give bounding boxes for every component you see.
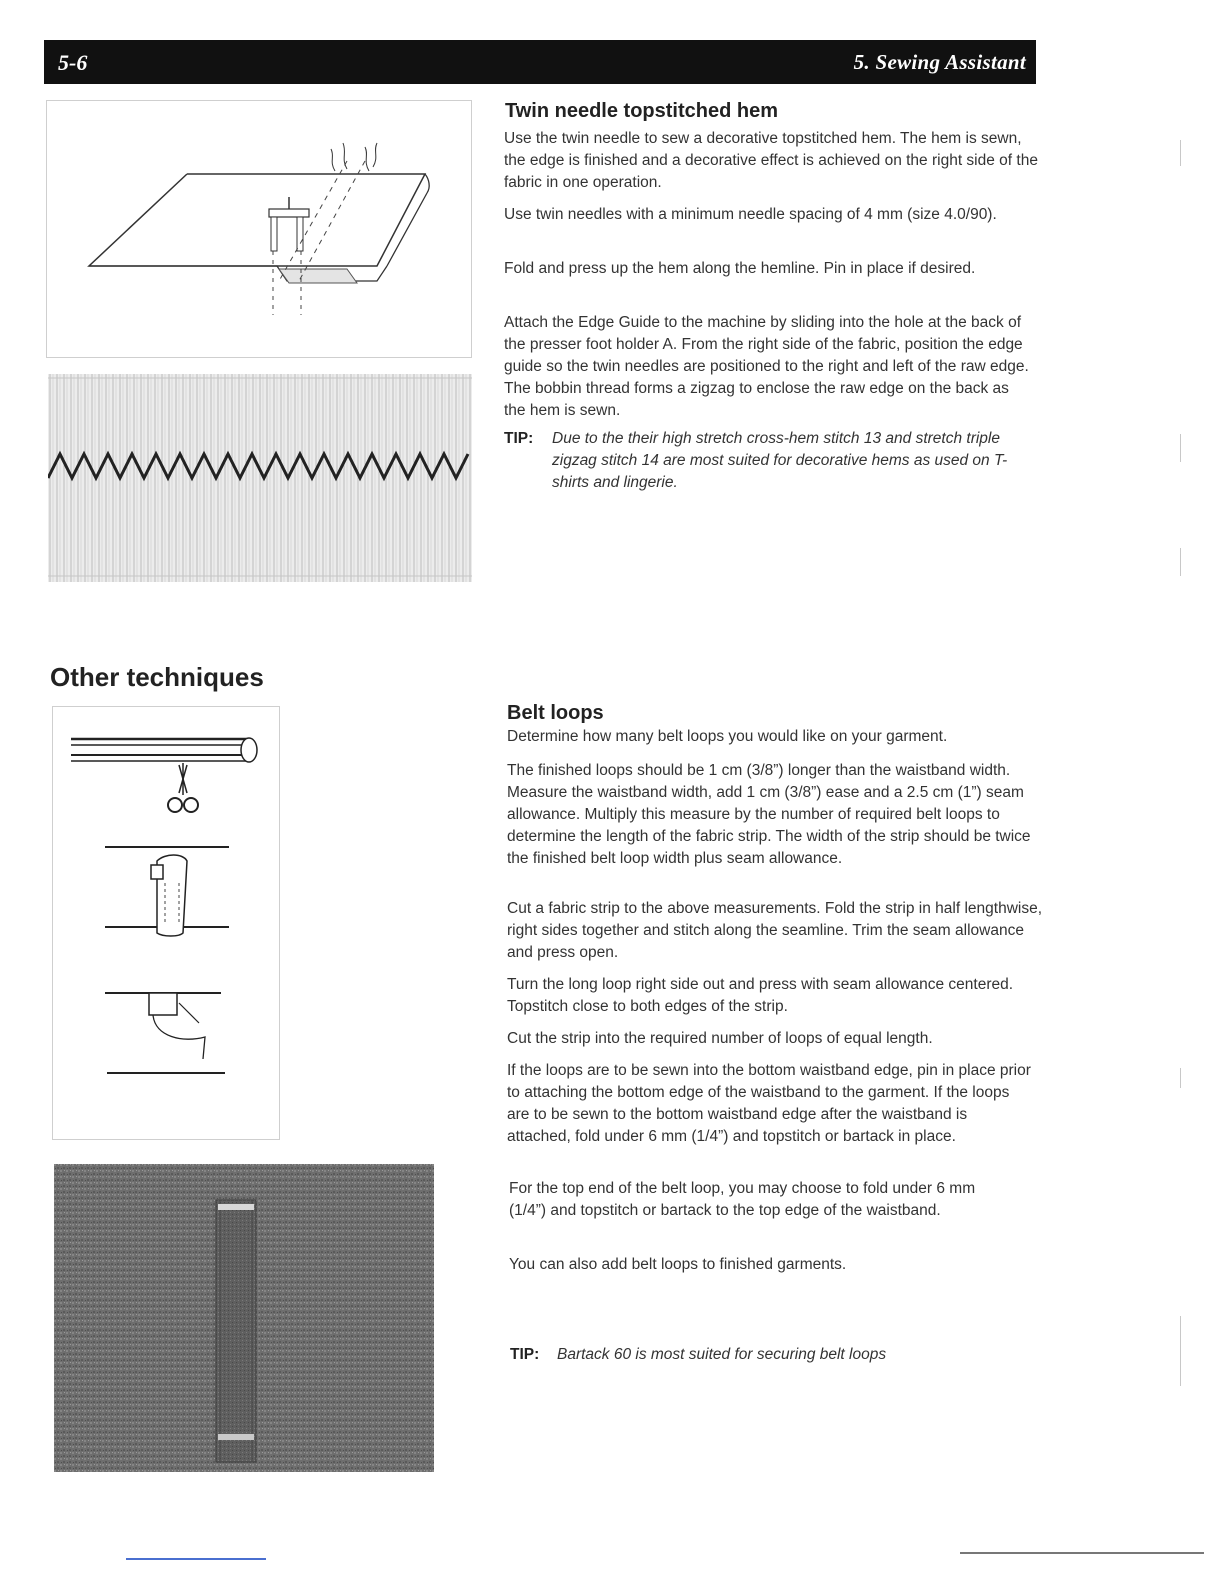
belt-loops-paragraph-2: The finished loops should be 1 cm (3/8”) longer than the waistband width. Measure the waistband width, add 1 cm (3/8”) ease and a 2.5 cm (1”) seam allowance. Multiply this measure by the number of required belt loops to determine the length of the fabric strip. The width of the strip should be twice the finished belt loop width plus seam allowance. (507, 762, 1031, 867)
belt-loops-paragraph-6: If the loops are to be sewn into the bottom waistband edge, pin in place prior to attaching the bottom edge of the waistband to the garment. If the loops are to be sewn to the bottom waistband edge after the waistband is attached, fold under 6 mm (1/4”) and topstitch or bartack in place. (507, 1062, 1031, 1145)
footer-accent-line (126, 1558, 266, 1560)
belt-loops-tip-label: TIP: (510, 1346, 540, 1363)
twin-needle-tip-text: Due to the their high stretch cross-hem stitch 13 and stretch triple zigzag stitch 14 are most suited for decorative hems as used on T-shirts and lingerie. (552, 430, 1008, 491)
zigzag-stitch-photo (48, 374, 472, 582)
twin-needle-paragraph-2: Use twin needles with a minimum needle spacing of 4 mm (size 4.0/90). (504, 206, 997, 223)
belt-loops-paragraph-1: Determine how many belt loops you would like on your garment. (507, 728, 948, 745)
margin-mark (1180, 1068, 1181, 1088)
footer-rule (960, 1552, 1204, 1554)
chapter-title: 5. Sewing Assistant (853, 50, 1026, 74)
belt-loops-heading: Belt loops (507, 702, 604, 724)
belt-loop-steps-illustration (52, 706, 280, 1140)
header-bar (44, 40, 1036, 84)
belt-loops-paragraph-4: Turn the long loop right side out and press with seam allowance centered. Topstitch close to both edges of the strip. (507, 976, 1014, 1015)
other-techniques-heading: Other techniques (50, 662, 264, 692)
margin-mark (1180, 140, 1181, 166)
belt-loops-tip-text: Bartack 60 is most suited for securing belt loops (557, 1346, 887, 1363)
belt-loops-paragraph-8: You can also add belt loops to finished garments. (509, 1256, 847, 1273)
twin-needle-tip-label: TIP: (504, 430, 534, 447)
twin-needle-hem-illustration (46, 100, 472, 358)
twin-needle-paragraph-1: Use the twin needle to sew a decorative topstitched hem. The hem is sewn, the edge is finished and a decorative effect is achieved on the right side of the fabric in one operation. (504, 130, 1038, 191)
margin-mark (1180, 1316, 1181, 1386)
page-number: 5-6 (58, 50, 88, 75)
belt-loops-paragraph-5: Cut the strip into the required number of loops of equal length. (507, 1030, 933, 1047)
margin-mark (1180, 548, 1181, 576)
margin-mark (1180, 434, 1181, 462)
twin-needle-heading: Twin needle topstitched hem (505, 100, 778, 122)
twin-needle-paragraph-3: Fold and press up the hem along the hemline. Pin in place if desired. (504, 260, 976, 277)
belt-loop-photo (54, 1164, 434, 1472)
belt-loops-paragraph-3: Cut a fabric strip to the above measurements. Fold the strip in half lengthwise, right sides together and stitch along the seamline. Trim the seam allowance and press open. (507, 900, 1043, 961)
belt-loops-paragraph-7: For the top end of the belt loop, you may choose to fold under 6 mm (1/4”) and topstitch or bartack to the top edge of the waistband. (509, 1180, 976, 1219)
twin-needle-paragraph-4: Attach the Edge Guide to the machine by sliding into the hole at the back of the presser foot holder A. From the right side of the fabric, position the edge guide so the twin needles are positioned to the right and left of the raw edge. The bobbin thread forms a zigzag to enclose the raw edge on the back as the hem is sewn. (504, 314, 1029, 419)
